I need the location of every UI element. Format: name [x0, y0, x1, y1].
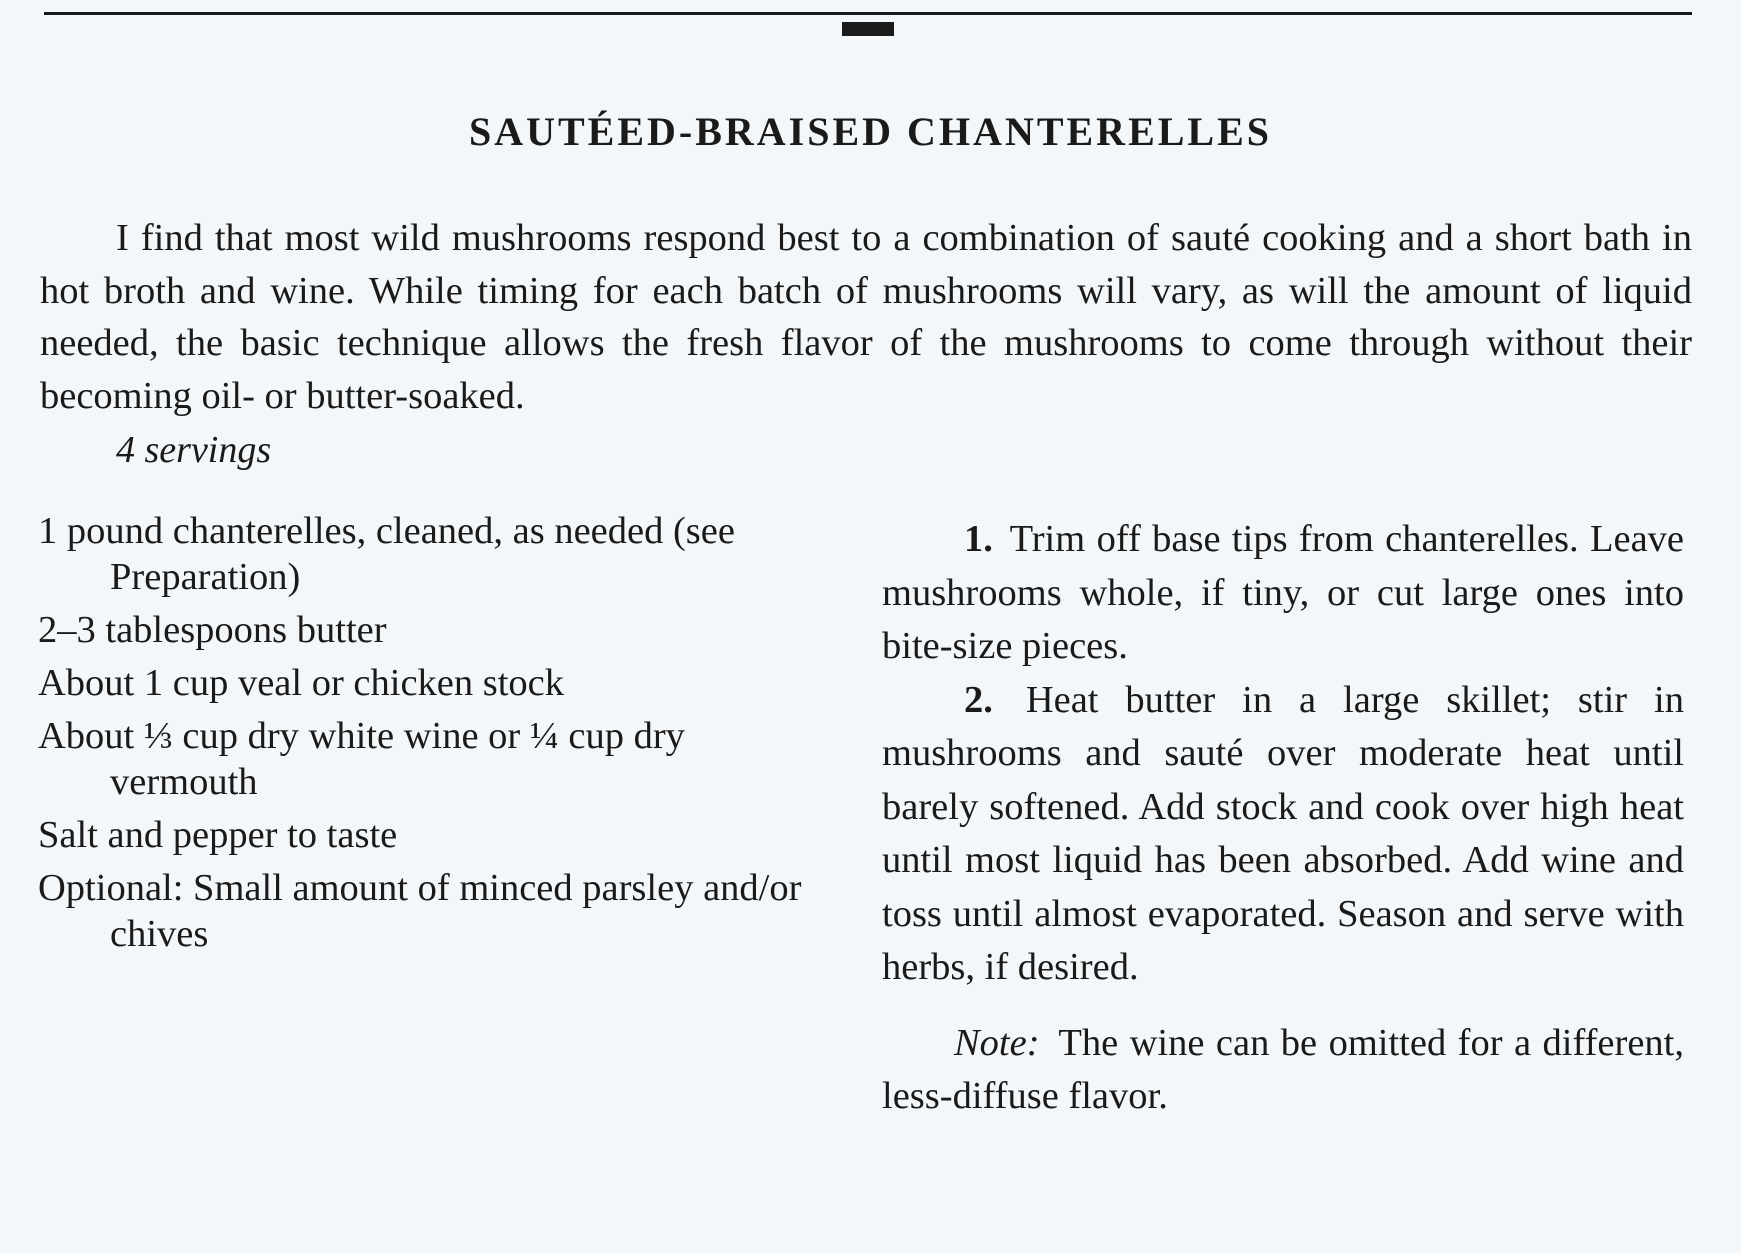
note-label: Note: [954, 1021, 1040, 1064]
top-rule-tab [842, 22, 894, 36]
method-steps [882, 513, 1684, 1124]
ingredient-item: About ⅓ cup dry white wine or ¼ cup dry vermouth [38, 715, 685, 803]
ingredient-item: 2–3 tablespoons butter [38, 609, 387, 651]
method-step [882, 674, 1684, 995]
ingredient-item: Optional: Small amount of minced parsley and/or chives [38, 867, 802, 955]
ingredient-list [38, 508, 838, 964]
step-number: 1. [964, 518, 993, 560]
step-number: 2. [964, 678, 993, 721]
recipe-title: SAUTÉED-BRAISED CHANTERELLES [468, 109, 1273, 154]
step-text: Heat butter in a large skillet; stir in mushrooms and sauté over moderate heat until barely softened. Add stock and cook over high heat until most liquid has been absorbed. Add wine and toss until almost evaporated. Season and serve with herbs, if desired. [882, 678, 1685, 988]
ingredient-item: Salt and pepper to taste [38, 814, 398, 856]
servings-label: 4 servings [116, 429, 272, 471]
note-text: The wine can be omitted for a different, less-diffuse flavor. [882, 1021, 1684, 1117]
ingredient-item: About 1 cup veal or chicken stock [38, 662, 565, 704]
step-text: Trim off base tips from chanterelles. Leave mushrooms whole, if tiny, or cut large ones into bite-size pieces. [882, 518, 1684, 667]
top-rule [44, 12, 1692, 15]
recipe-intro: I find that most wild mushrooms respond best to a combination of sauté cooking and a short bath in hot broth and wine. While timing for each batch of mushrooms will vary, as will the amount of liquid needed, the basic technique allows the fresh flavor of the mushrooms to come through without their becoming oil- or butter-soaked. [40, 217, 1692, 417]
method-step [882, 513, 1684, 674]
ingredient-item: 1 pound chanterelles, cleaned, as needed (see Preparation) [38, 510, 735, 598]
recipe-note [882, 1017, 1684, 1124]
